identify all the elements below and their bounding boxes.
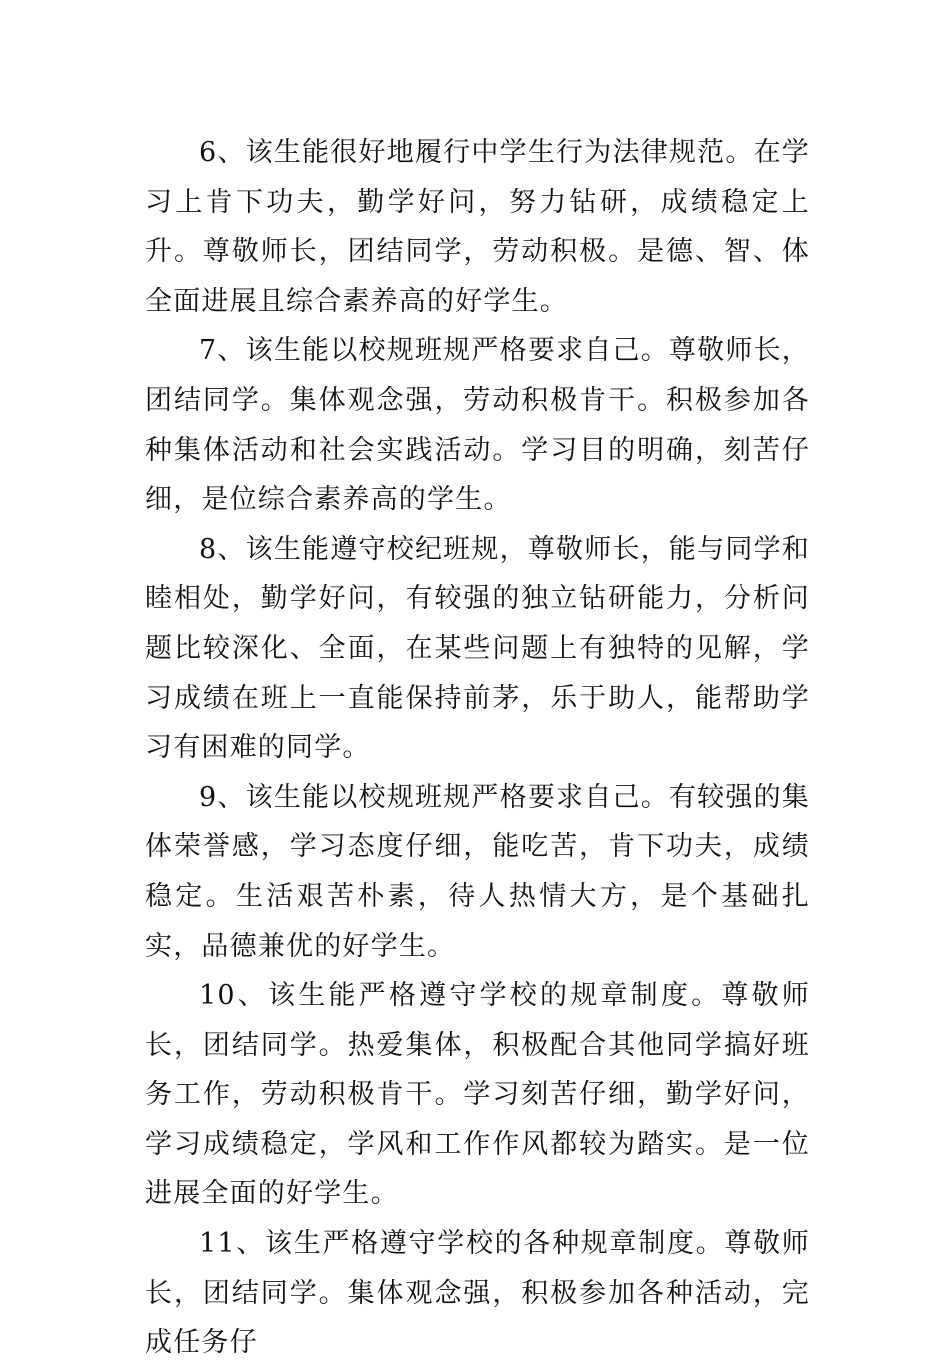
paragraph-6: 6、该生能很好地履行中学生行为法律规范。在学习上肯下功夫，勤学好问，努力钻研，成绩稳定上升。尊敬师长，团结同学，劳动积极。是德、智、体全面进展且综合素养高的好学生。 (145, 137, 810, 317)
paragraph-10: 10、该生能严格遵守学校的规章制度。尊敬师长，团结同学。热爱集体，积极配合其他同学搞好班务工作，劳动积极肯干。学习刻苦仔细，勤学好问，学习成绩稳定，学风和工作作风都较为踏实。是一位进展全面的好学生。 (145, 980, 810, 1210)
paragraph-7: 7、该生能以校规班规严格要求自己。尊敬师长，团结同学。集体观念强，劳动积极肯干。积极参加各种集体活动和社会实践活动。学习目的明确，刻苦仔细，是位综合素养高的学生。 (145, 335, 810, 516)
paragraph-11: 11、该生严格遵守学校的各种规章制度。尊敬师长，团结同学。集体观念强，积极参加各种活动，完成任务仔 (145, 1228, 810, 1359)
paragraph-9: 9、该生能以校规班规严格要求自己。有较强的集体荣誉感，学习态度仔细，能吃苦，肯下功夫，成绩稳定。生活艰苦朴素，待人热情大方，是个基础扎实，品德兼优的好学生。 (145, 781, 810, 962)
paragraph-8: 8、该生能遵守校纪班规，尊敬师长，能与同学和睦相处，勤学好问，有较强的独立钻研能力，分析问题比较深化、全面，在某些问题上有独特的见解，学习成绩在班上一直能保持前茅，乐于助人，能帮助学习有困难的同学。 (145, 533, 810, 764)
document-body (145, 128, 810, 1368)
